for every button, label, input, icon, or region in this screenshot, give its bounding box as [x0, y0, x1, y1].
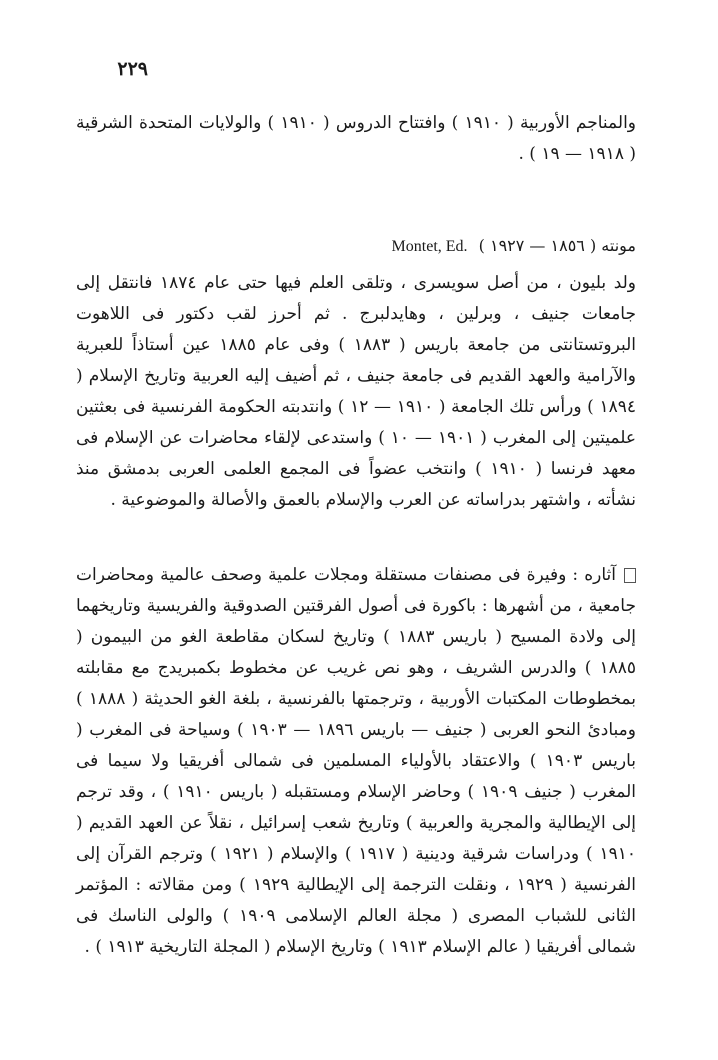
entry-arabic-name: مونته ( ١٨٥٦ — ١٩٢٧ ): [478, 236, 636, 255]
bullet-box-icon: [624, 568, 636, 583]
works-text: آثاره : وفيرة فى مصنفات مستقلة ومجلات علمية وصحف عالمية ومحاضرات جامعية ، من أشهرها : باكورة فى أصول الفرقتين الصدوقية والفريسية وتاريخهما إلى ولادة المسيح ( باريس ١٨٨٣ ) وتاريخ لسكان مقاطعة الغو من البيمون ( ١٨٨٥ ) والدرس الشريف ، وهو نص غريب عن مخطوط بكمبريدج مع مقابلته بمخطوطات المكتبات الأوربية ، وترجمتها بالفرنسية ، بلغة الغو الحديثة ( ١٨٨٨ ) ومبادئ النحو العربى ( جنيف — باريس ١٨٩٦ — ١٩٠٣ ) وسياحة فى المغرب ( باريس ١٩٠٣ ) والاعتقاد بالأولياء المسلمين فى شمالى أفريقيا ولا سيما فى المغرب ( جنيف ١٩٠٩ ) وحاضر الإسلام ومستقبله ( باريس ١٩١٠ ) ، وقد ترجم إلى الإيطالية والمجرية والعربية ) وتاريخ شعب إسرائيل ، نقلاً عن العهد القديم ( ١٩١٠ ) ودراسات شرقية ودينية ( ١٩١٧ ) والإسلام ( ١٩٢١ ) وترجم القرآن إلى الفرنسية ( ١٩٢٩ ، ونقلت الترجمة إلى الإيطالية ١٩٢٩ ) ومن مقالاته : المؤتمر الثانى للشباب المصرى ( مجلة العالم الإسلامى ١٩٠٩ ) والولى الناسك فى شمالى أفريقيا ( عالم الإسلام ١٩١٣ ) وتاريخ الإسلام ( المجلة التاريخية ١٩١٣ ) .: [76, 565, 637, 957]
works-paragraph: [76, 560, 636, 963]
page-number: ٢٢٩: [117, 58, 148, 80]
entry-latin-name: Montet, Ed.: [391, 238, 468, 255]
entry-heading: [76, 232, 636, 261]
intro-paragraph: والمناجم الأوربية ( ١٩١٠ ) وافتتاح الدروس ( ١٩١٠ ) والولايات المتحدة الشرقية ( ١٩١٨ — ١٩ ) .: [76, 113, 636, 164]
biography-paragraph: ولد بليون ، من أصل سويسرى ، وتلقى العلم فيها حتى عام ١٨٧٤ فانتقل إلى جامعات جنيف ، وبرلين ، وهايدلبرج . ثم أحرز لقب دكتور فى اللاهوت البروتستانتى من جامعة باريس ( ١٨٨٣ ) وفى عام ١٨٨٥ عين أستاذاً للعبرية والآرامية والعهد القديم فى جامعة جنيف ، ثم أضيف إليه العربية وتاريخ الإسلام ( ١٨٩٤ ) ورأس تلك الجامعة ( ١٩١٠ — ١٢ ) وانتدبته الحكومة الفرنسية فى بعثتين علميتين إلى المغرب ( ١٩٠١ — ١٠ ) واستدعى لإلقاء محاضرات عن الإسلام فى معهد فرنسا ( ١٩١٠ ) وانتخب عضواً فى المجمع العلمى العربى بدمشق منذ نشأته ، واشتهر بدراساته عن العرب والإسلام بالعمق والأصالة والموضوعية .: [76, 273, 637, 510]
